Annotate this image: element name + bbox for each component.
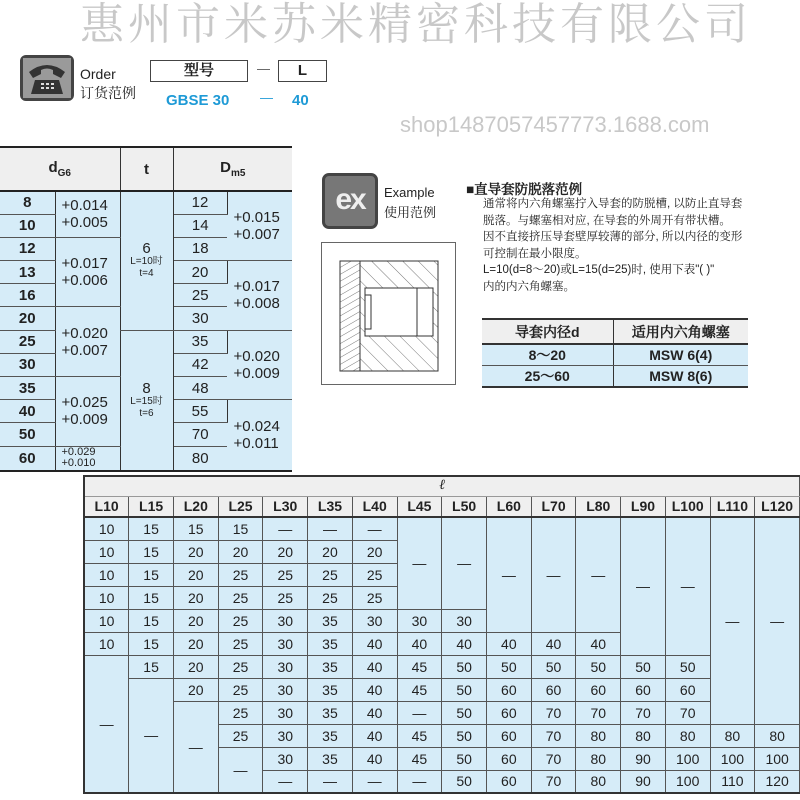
D-value: 80: [173, 446, 227, 471]
d-tolerance: +0.020 +0.007: [55, 307, 120, 377]
table-row: [84, 678, 800, 701]
length-cell: 35: [308, 655, 353, 678]
table-row: [84, 701, 800, 724]
length-cell: 50: [442, 724, 487, 747]
length-cell: 15: [129, 586, 174, 609]
length-column-header: L60: [486, 496, 531, 517]
length-cell: 110: [710, 770, 755, 793]
length-cell: 20: [352, 540, 397, 563]
length-cell: 30: [263, 655, 308, 678]
example-title: ■直导套防脱落范例: [466, 182, 583, 197]
order-dash: —: [257, 61, 270, 76]
d-value: 20: [0, 307, 55, 330]
example-icon: ex: [322, 173, 378, 229]
d-value: 25: [0, 330, 55, 353]
length-cell: 35: [308, 701, 353, 724]
dimension-table: [0, 146, 292, 472]
example-drawing: [321, 242, 456, 385]
length-cell: 40: [352, 701, 397, 724]
length-cell: —: [397, 701, 442, 724]
length-cell: 50: [486, 655, 531, 678]
length-cell: 50: [442, 747, 487, 770]
length-cell: —: [129, 678, 174, 793]
length-cell: 35: [308, 678, 353, 701]
length-cell: —: [665, 517, 710, 655]
length-column-header: L45: [397, 496, 442, 517]
length-cell: —: [308, 517, 353, 540]
watermark-shop: shop1487057457773.1688.com: [400, 112, 710, 137]
length-cell: 70: [531, 770, 576, 793]
length-cell: 45: [397, 655, 442, 678]
length-cell: —: [173, 701, 218, 793]
d-tolerance: +0.029 +0.010: [55, 446, 120, 471]
length-column-header: L20: [173, 496, 218, 517]
length-cell: 30: [263, 632, 308, 655]
d-value: 40: [0, 400, 55, 423]
phone-icon: [20, 55, 74, 101]
d-value: 60: [0, 446, 55, 471]
length-cell: 20: [173, 540, 218, 563]
length-cell: 45: [397, 678, 442, 701]
order-dash-blue: —: [260, 90, 273, 105]
length-cell: 30: [263, 724, 308, 747]
order-label-en: Order: [80, 66, 116, 82]
length-cell: —: [352, 770, 397, 793]
plug-cell: 8～20: [482, 344, 613, 366]
length-column-header: L15: [129, 496, 174, 517]
ell-header: ℓ: [84, 476, 800, 496]
example-label-en: Example: [384, 185, 435, 200]
d-tolerance: +0.014 +0.005: [55, 191, 120, 237]
length-cell: 30: [442, 609, 487, 632]
length-cell: 80: [665, 724, 710, 747]
d-value: 13: [0, 261, 55, 284]
example-label-cn: 使用范例: [384, 205, 437, 220]
length-cell: —: [308, 770, 353, 793]
length-cell: 50: [576, 655, 621, 678]
length-cell: 25: [218, 701, 263, 724]
length-cell: 25: [218, 632, 263, 655]
length-cell: 40: [352, 655, 397, 678]
length-cell: —: [755, 517, 800, 724]
length-cell: 30: [397, 609, 442, 632]
D-value: 55: [173, 400, 227, 423]
length-cell: 70: [531, 701, 576, 724]
length-cell: 25: [308, 586, 353, 609]
length-cell: 40: [352, 747, 397, 770]
length-column-header: L30: [263, 496, 308, 517]
length-column-header: L35: [308, 496, 353, 517]
length-column-header: L100: [665, 496, 710, 517]
length-cell: —: [84, 655, 129, 793]
length-cell: 15: [129, 609, 174, 632]
length-cell: 100: [710, 747, 755, 770]
length-header-row: [84, 496, 800, 517]
length-cell: 80: [576, 770, 621, 793]
length-cell: 45: [397, 747, 442, 770]
length-cell: 80: [710, 724, 755, 747]
length-cell: 30: [263, 609, 308, 632]
length-cell: 15: [129, 540, 174, 563]
length-cell: 70: [531, 724, 576, 747]
length-cell: 15: [218, 517, 263, 540]
plug-cell: 25～60: [482, 366, 613, 388]
D-value: 14: [173, 214, 227, 237]
length-cell: —: [397, 770, 442, 793]
length-cell: 15: [129, 563, 174, 586]
length-cell: 100: [665, 770, 710, 793]
model-header: 型号: [150, 60, 248, 82]
d-value: 10: [0, 214, 55, 237]
d-value: 30: [0, 353, 55, 376]
length-cell: 100: [665, 747, 710, 770]
length-cell: 10: [84, 517, 129, 540]
length-cell: 10: [84, 609, 129, 632]
plug-cell: MSW 6(4): [613, 344, 748, 366]
length-cell: 40: [352, 724, 397, 747]
length-cell: —: [218, 747, 263, 793]
length-cell: 25: [218, 678, 263, 701]
length-cell: 30: [263, 701, 308, 724]
length-column-header: L110: [710, 496, 755, 517]
length-cell: 35: [308, 609, 353, 632]
length-cell: 40: [352, 632, 397, 655]
D-tolerance: +0.017 +0.008: [227, 261, 292, 331]
watermark-company: 惠州市米苏米精密科技有限公司: [80, 0, 752, 49]
length-cell: 60: [486, 678, 531, 701]
length-cell: 25: [352, 586, 397, 609]
length-cell: —: [531, 517, 576, 632]
description-line: 可控制在最小限度。: [483, 247, 587, 260]
t-value: 8 L=15时 t=6: [120, 330, 173, 470]
length-cell: 25: [263, 586, 308, 609]
length-column-header: L120: [755, 496, 800, 517]
length-cell: 35: [308, 724, 353, 747]
header-D: $D_{m5}$: [173, 147, 292, 191]
d-value: 8: [0, 191, 55, 214]
length-cell: 25: [218, 586, 263, 609]
D-value: 48: [173, 377, 227, 400]
length-column-header: L50: [442, 496, 487, 517]
length-cell: 10: [84, 586, 129, 609]
length-cell: 10: [84, 632, 129, 655]
length-cell: 60: [665, 678, 710, 701]
length-cell: 80: [576, 724, 621, 747]
length-cell: —: [352, 517, 397, 540]
length-cell: 35: [308, 747, 353, 770]
description-line: 脱落。与螺塞相对应, 在导套的外周开有带状槽。: [483, 214, 731, 227]
length-cell: 70: [665, 701, 710, 724]
D-tolerance: +0.024 +0.011: [227, 400, 292, 471]
length-cell: 60: [531, 678, 576, 701]
length-cell: 60: [486, 701, 531, 724]
length-cell: 40: [397, 632, 442, 655]
length-cell: 15: [129, 517, 174, 540]
length-header: L: [278, 60, 327, 82]
order-label-cn: 订货范例: [80, 85, 136, 101]
length-cell: 20: [218, 540, 263, 563]
length-cell: 20: [173, 609, 218, 632]
length-cell: 60: [621, 678, 666, 701]
length-cell: 15: [129, 655, 174, 678]
d-value: 50: [0, 423, 55, 446]
length-cell: 100: [755, 747, 800, 770]
length-cell: 20: [173, 678, 218, 701]
length-cell: —: [263, 770, 308, 793]
length-cell: 10: [84, 540, 129, 563]
length-cell: 40: [486, 632, 531, 655]
length-cell: 120: [755, 770, 800, 793]
length-cell: 60: [486, 747, 531, 770]
length-cell: 60: [486, 770, 531, 793]
length-cell: 80: [576, 747, 621, 770]
length-cell: 20: [173, 586, 218, 609]
description-line: L=10(d=8～20)或L=15(d=25)时, 使用下表"( )": [483, 264, 715, 276]
header-t: t: [120, 147, 173, 191]
D-value: 70: [173, 423, 227, 446]
model-value: GBSE 30: [166, 92, 230, 109]
length-cell: 15: [129, 632, 174, 655]
length-cell: —: [710, 517, 755, 724]
length-cell: 25: [218, 655, 263, 678]
length-cell: 70: [576, 701, 621, 724]
length-table: [83, 475, 800, 794]
length-cell: 20: [173, 632, 218, 655]
length-cell: 40: [576, 632, 621, 655]
length-cell: 80: [755, 724, 800, 747]
description-line: 内的内六角螺塞。: [483, 280, 575, 293]
length-cell: 50: [665, 655, 710, 678]
table-row: [84, 655, 800, 678]
d-value: 35: [0, 377, 55, 400]
plug-header: 导套内径d: [482, 319, 613, 344]
D-value: 12: [173, 191, 227, 214]
length-cell: 30: [263, 678, 308, 701]
length-cell: 25: [308, 563, 353, 586]
length-cell: 60: [486, 724, 531, 747]
length-cell: 25: [263, 563, 308, 586]
D-value: 25: [173, 284, 227, 307]
length-cell: 60: [576, 678, 621, 701]
length-cell: 20: [263, 540, 308, 563]
length-cell: —: [621, 517, 666, 655]
length-cell: 50: [531, 655, 576, 678]
length-cell: 50: [442, 770, 487, 793]
length-cell: 30: [263, 747, 308, 770]
table-row: [84, 517, 800, 540]
length-cell: —: [486, 517, 531, 632]
D-value: 30: [173, 307, 227, 330]
length-cell: 80: [621, 724, 666, 747]
length-cell: 20: [173, 655, 218, 678]
length-cell: 70: [531, 747, 576, 770]
length-cell: 50: [442, 655, 487, 678]
length-cell: 25: [218, 609, 263, 632]
example-description: [483, 196, 742, 295]
length-cell: 50: [442, 701, 487, 724]
D-value: 42: [173, 353, 227, 376]
length-cell: —: [397, 517, 442, 609]
length-cell: 20: [308, 540, 353, 563]
d-value: 12: [0, 237, 55, 260]
D-value: 18: [173, 237, 227, 260]
length-value: 40: [292, 92, 309, 109]
d-tolerance: +0.025 +0.009: [55, 377, 120, 447]
plug-table: [482, 318, 748, 388]
length-cell: 45: [397, 724, 442, 747]
length-cell: 50: [442, 678, 487, 701]
length-cell: 70: [621, 701, 666, 724]
d-value: 16: [0, 284, 55, 307]
length-column-header: L80: [576, 496, 621, 517]
length-cell: 20: [173, 563, 218, 586]
length-cell: —: [576, 517, 621, 632]
length-column-header: L25: [218, 496, 263, 517]
length-cell: 25: [352, 563, 397, 586]
length-cell: 40: [352, 678, 397, 701]
description-line: 因不直接挤压导套壁厚较薄的部分, 所以内径的变形: [483, 231, 743, 243]
d-tolerance: +0.017 +0.006: [55, 237, 120, 307]
length-cell: 25: [218, 724, 263, 747]
D-tolerance: +0.015 +0.007: [227, 191, 292, 261]
length-column-header: L10: [84, 496, 129, 517]
description-line: 通常将内六角螺塞拧入导套的防脱槽, 以防止直导套: [483, 198, 743, 210]
length-column-header: L70: [531, 496, 576, 517]
plug-header: 适用内六角螺塞: [613, 319, 748, 344]
length-column-header: L90: [621, 496, 666, 517]
length-cell: 25: [218, 563, 263, 586]
length-cell: 90: [621, 770, 666, 793]
length-cell: 40: [442, 632, 487, 655]
D-tolerance: +0.020 +0.009: [227, 330, 292, 400]
D-value: 35: [173, 330, 227, 353]
length-column-header: L40: [352, 496, 397, 517]
length-cell: 50: [621, 655, 666, 678]
header-d: $d_{G6}$: [0, 147, 120, 191]
length-cell: 15: [173, 517, 218, 540]
length-cell: 35: [308, 632, 353, 655]
length-cell: 40: [531, 632, 576, 655]
plug-cell: MSW 8(6): [613, 366, 748, 388]
length-cell: 90: [621, 747, 666, 770]
length-cell: —: [263, 517, 308, 540]
D-value: 20: [173, 261, 227, 284]
length-cell: 30: [352, 609, 397, 632]
t-value: 6 L=10时 t=4: [120, 191, 173, 330]
length-cell: 10: [84, 563, 129, 586]
length-cell: —: [442, 517, 487, 609]
